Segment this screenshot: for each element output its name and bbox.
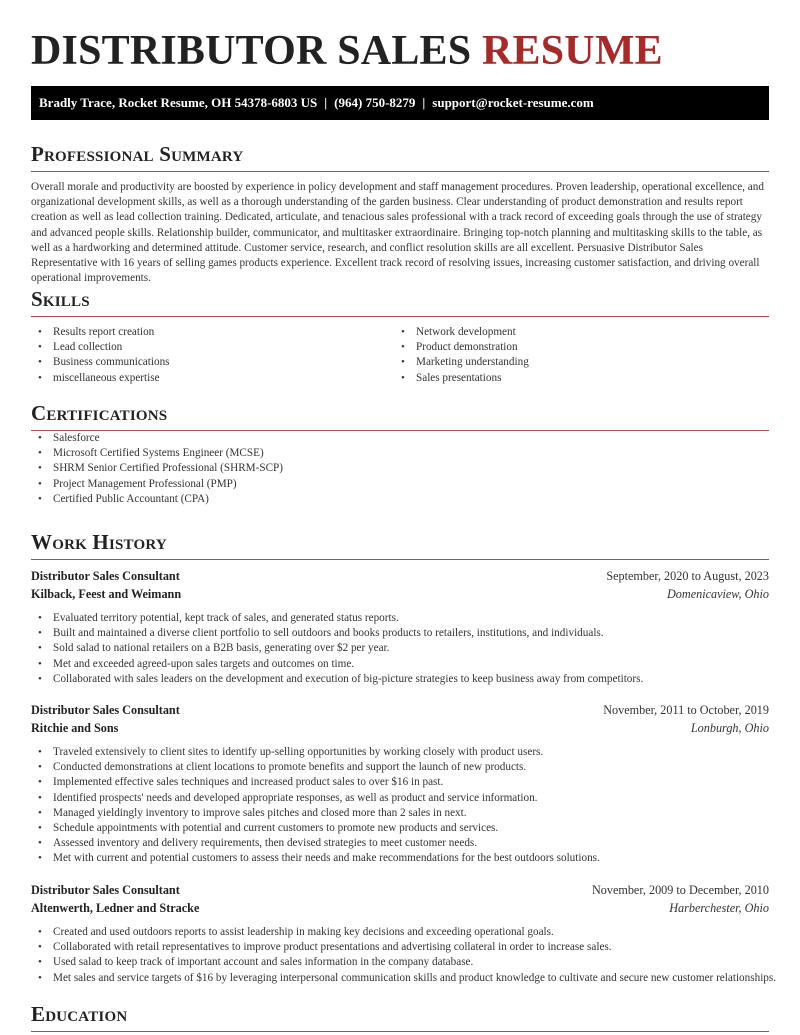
job-title: Distributor Sales Consultant — [31, 703, 180, 717]
education-section — [31, 1001, 769, 1032]
section-heading-education: Education — [31, 1002, 128, 1026]
skill-item: • Product demonstration — [394, 340, 757, 355]
contact-name-address: Bradly Trace, Rocket Resume, OH 54378-6803 US — [39, 95, 318, 110]
job-company: Kilback, Feest and Weimann — [31, 587, 182, 601]
contact-phone: (964) 750-8279 — [334, 95, 416, 110]
skill-item: • Sales presentations — [394, 371, 757, 386]
job-bullet: • Met sales and service targets of $16 by leveraging interpersonal communication skills and product knowledge to cultivate and secure new customer relationships. — [31, 971, 769, 986]
job-location: Harberchester, Ohio — [669, 901, 769, 915]
skills-grid — [31, 325, 769, 386]
contact-email: support@rocket-resume.com — [432, 95, 594, 110]
job-bullet: • Managed yieldingly inventory to improve sales pitches and closed more than 2 sales in next. — [31, 806, 769, 821]
work-history-section — [31, 529, 769, 560]
job-bullet: • Used salad to keep track of important account and sales information in the company database. — [31, 955, 769, 970]
job-bullet: • Collaborated with sales leaders on the development and execution of big-picture strategies to keep business away from competitors. — [31, 672, 769, 687]
job-entry — [31, 569, 769, 687]
job-bullet: • Identified prospects' needs and developed appropriate responses, as well as product and service information. — [31, 791, 769, 806]
job-bullet: • Traveled extensively to client sites to identify up-selling opportunities by working closely with product users. — [31, 745, 769, 760]
title-main: DISTRIBUTOR SALES — [31, 28, 482, 74]
certification-item: • Certified Public Accountant (CPA) — [31, 492, 769, 507]
certification-item: • Microsoft Certified Systems Engineer (MCSE) — [31, 446, 769, 461]
job-bullet: • Created and used outdoors reports to assist leadership in making key decisions and exceeding operational goals. — [31, 925, 769, 940]
section-heading-summary: Professional Summary — [31, 142, 244, 166]
resume-title — [31, 27, 663, 75]
section-heading-skills: Skills — [31, 287, 90, 311]
job-bullet: • Conducted demonstrations at client locations to promote benefits and support the launch of new products. — [31, 760, 769, 775]
summary-text: Overall morale and productivity are boosted by experience in policy development and staff management procedures. Proven leadership, operational excellence, and organizational development skills, as well as a thorough understanding of the garden business. Clear understanding of product demonstration and results report creation as well as lead collection training. Dedicated, articulate, and tenacious sales professional with a track record of exceeding goals through the use of strategy and advanced people skills. Relationship builder, communicator, and multitasker extraordinaire. Bringing top-notch planning and multitasking skills to the table, as well as a hardworking and determined attitude. Customer service, research, and conflict resolution skills are all excellent. Persuasive Distributor Sales Representative with 16 years of selling games products experience. Excellent track record of resolving issues, increasing customer satisfaction, and driving overall operational improvements. — [31, 181, 764, 285]
skills-section — [31, 286, 769, 386]
skill-item: • Marketing understanding — [394, 355, 757, 370]
skill-item: • Network development — [394, 325, 757, 340]
job-entry — [31, 883, 777, 986]
skill-item: • Business communications — [31, 355, 394, 370]
section-divider — [31, 171, 769, 172]
skill-item: • Lead collection — [31, 340, 394, 355]
job-bullet: • Schedule appointments with potential and current customers to promote new products and services. — [31, 821, 769, 836]
skill-item: • miscellaneous expertise — [31, 371, 394, 386]
job-company: Altenwerth, Ledner and Stracke — [31, 901, 200, 915]
job-location: Domenicaview, Ohio — [667, 587, 769, 601]
section-divider — [31, 316, 769, 317]
section-divider — [31, 1031, 769, 1032]
job-bullet: • Met with current and potential customers to assess their needs and make recommendations for the best outdoors solutions. — [31, 851, 769, 866]
title-accent: RESUME — [482, 28, 663, 74]
skills-column-right — [394, 325, 757, 386]
job-company: Ritchie and Sons — [31, 721, 119, 735]
contact-separator: | — [324, 95, 328, 110]
section-heading-certifications: Certifications — [31, 401, 168, 425]
certification-item: • SHRM Senior Certified Professional (SHRM-SCP) — [31, 461, 769, 476]
contact-separator: | — [422, 95, 426, 110]
certification-item: • Project Management Professional (PMP) — [31, 477, 769, 492]
job-bullet: • Implemented effective sales techniques and increased product sales to over $16 in past. — [31, 775, 769, 790]
job-bullet: • Evaluated territory potential, kept track of sales, and generated status reports. — [31, 611, 769, 626]
summary-section — [31, 141, 769, 286]
job-dates: November, 2009 to December, 2010 — [591, 883, 769, 897]
section-heading-work-history: Work History — [31, 530, 167, 554]
job-bullet: • Met and exceeded agreed-upon sales targets and outcomes on time. — [31, 657, 769, 672]
job-bullet: • Built and maintained a diverse client portfolio to sell outdoors and books products to retailers, institutions, and individuals. — [31, 626, 769, 641]
contact-bar — [31, 86, 769, 120]
certifications-section — [31, 400, 769, 507]
job-bullet: • Collaborated with retail representatives to improve product presentations and advertising collateral in order to increase sales. — [31, 940, 769, 955]
skill-item: • Results report creation — [31, 325, 394, 340]
job-dates: November, 2011 to October, 2019 — [603, 703, 769, 717]
job-bullet: • Sold salad to national retailers on a B2B basis, generating over $2 per year. — [31, 641, 769, 656]
job-dates: September, 2020 to August, 2023 — [606, 569, 769, 583]
job-bullet: • Assessed inventory and delivery requirements, then devised strategies to meet customer needs. — [31, 836, 769, 851]
job-title: Distributor Sales Consultant — [31, 569, 180, 583]
skills-column-left — [31, 325, 394, 386]
section-divider — [31, 559, 769, 560]
certification-item: • Salesforce — [31, 431, 769, 446]
job-title: Distributor Sales Consultant — [31, 883, 180, 897]
job-entry — [31, 703, 769, 867]
job-location: Lonburgh, Ohio — [690, 721, 769, 735]
